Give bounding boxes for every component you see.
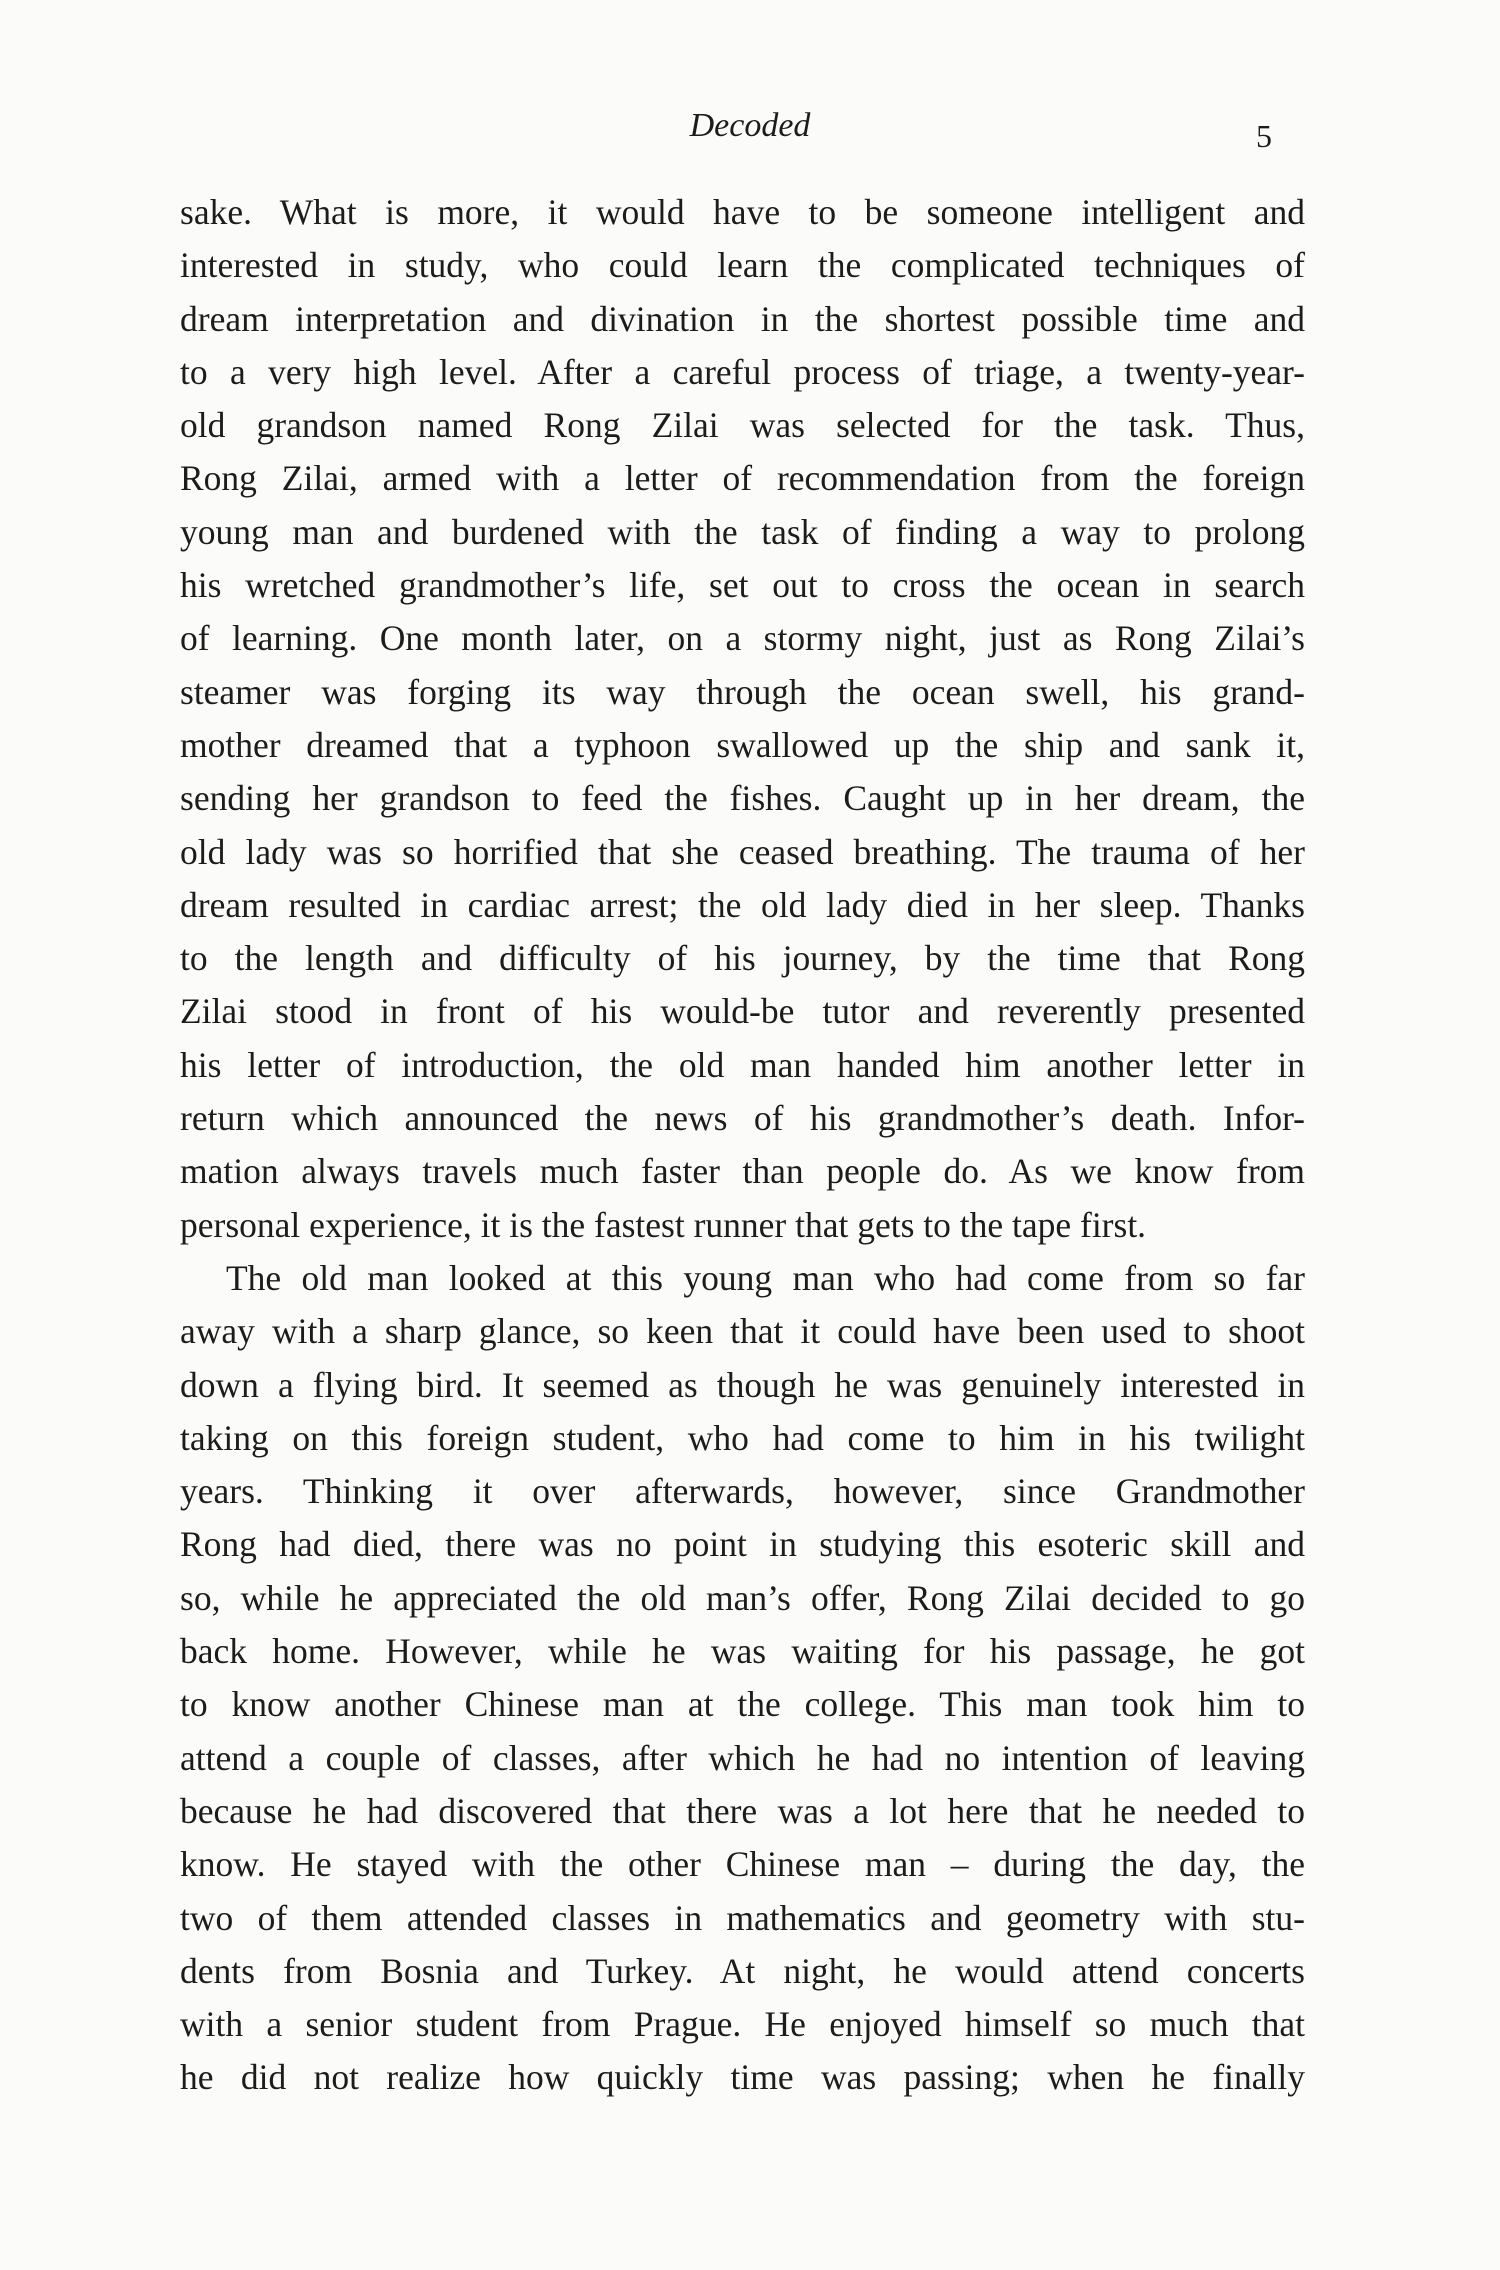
text-line: his wretched grandmother’s life, set out to cross the ocean in search [180,565,1305,606]
text-line: old lady was so horrified that she ceased breathing. The trauma of her [180,831,1305,872]
running-title: Decoded [689,107,811,144]
paragraph-first-line: The old man looked at this young man who had come from so far [226,1257,1305,1298]
text-line: taking on this foreign student, who had come to him in his twilight [180,1417,1305,1458]
text-line: Zilai stood in front of his would-be tutor and reverently presented [180,991,1305,1032]
text-line: Rong Zilai, armed with a letter of recommendation from the foreign [180,458,1305,499]
text-line: interested in study, who could learn the complicated techniques of [180,245,1305,286]
text-line: he did not realize how quickly time was passing; when he finally [180,2057,1305,2098]
text-line: two of them attended classes in mathematics and geometry with stu- [180,1897,1305,1938]
text-line: his letter of introduction, the old man handed him another letter in [180,1044,1305,1085]
text-line: dream resulted in cardiac arrest; the old lady died in her sleep. Thanks [180,884,1305,925]
text-line: steamer was forging its way through the ocean swell, his grand- [180,671,1305,712]
text-line: to a very high level. After a careful process of triage, a twenty-year- [180,351,1305,392]
text-line: because he had discovered that there was a lot here that he needed to [180,1790,1305,1831]
text-line: old grandson named Rong Zilai was selected for the task. Thus, [180,405,1305,446]
text-line: mation always travels much faster than people do. As we know from [180,1151,1305,1192]
text-line: personal experience, it is the fastest runner that gets to the tape first. [180,1204,1147,1245]
text-line: Rong had died, there was no point in studying this esoteric skill and [180,1524,1305,1565]
text-line: sake. What is more, it would have to be someone intelligent and [180,192,1305,232]
text-line: down a flying bird. It seemed as though he was genuinely interested in [180,1364,1305,1405]
text-line: dream interpretation and divination in the shortest possible time and [180,298,1305,339]
text-line: so, while he appreciated the old man’s offer, Rong Zilai decided to go [180,1577,1305,1618]
text-line: years. Thinking it over afterwards, however, since Grandmother [180,1471,1305,1512]
text-line: away with a sharp glance, so keen that it could have been used to shoot [180,1311,1305,1352]
text-line: back home. However, while he was waiting for his passage, he got [180,1631,1305,1672]
text-line: to the length and difficulty of his journey, by the time that Rong [180,938,1305,979]
text-line: know. He stayed with the other Chinese man – during the day, the [180,1844,1305,1885]
text-line: mother dreamed that a typhoon swallowed up the ship and sank it, [180,724,1305,765]
text-line: of learning. One month later, on a stormy night, just as Rong Zilai’s [180,618,1305,659]
text-line: to know another Chinese man at the college. This man took him to [180,1684,1305,1725]
text-line: young man and burdened with the task of finding a way to prolong [180,511,1305,552]
text-line: sending her grandson to feed the fishes. Caught up in her dream, the [180,778,1305,819]
page-number: 5 [1256,118,1272,154]
body-text [180,186,1305,2105]
text-line: attend a couple of classes, after which he had no intention of leaving [180,1737,1305,1778]
text-line: dents from Bosnia and Turkey. At night, he would attend concerts [180,1950,1305,1991]
text-line: return which announced the news of his grandmother’s death. Infor- [180,1098,1305,1139]
running-head [0,104,1500,154]
text-line: with a senior student from Prague. He enjoyed himself so much that [180,2004,1305,2045]
